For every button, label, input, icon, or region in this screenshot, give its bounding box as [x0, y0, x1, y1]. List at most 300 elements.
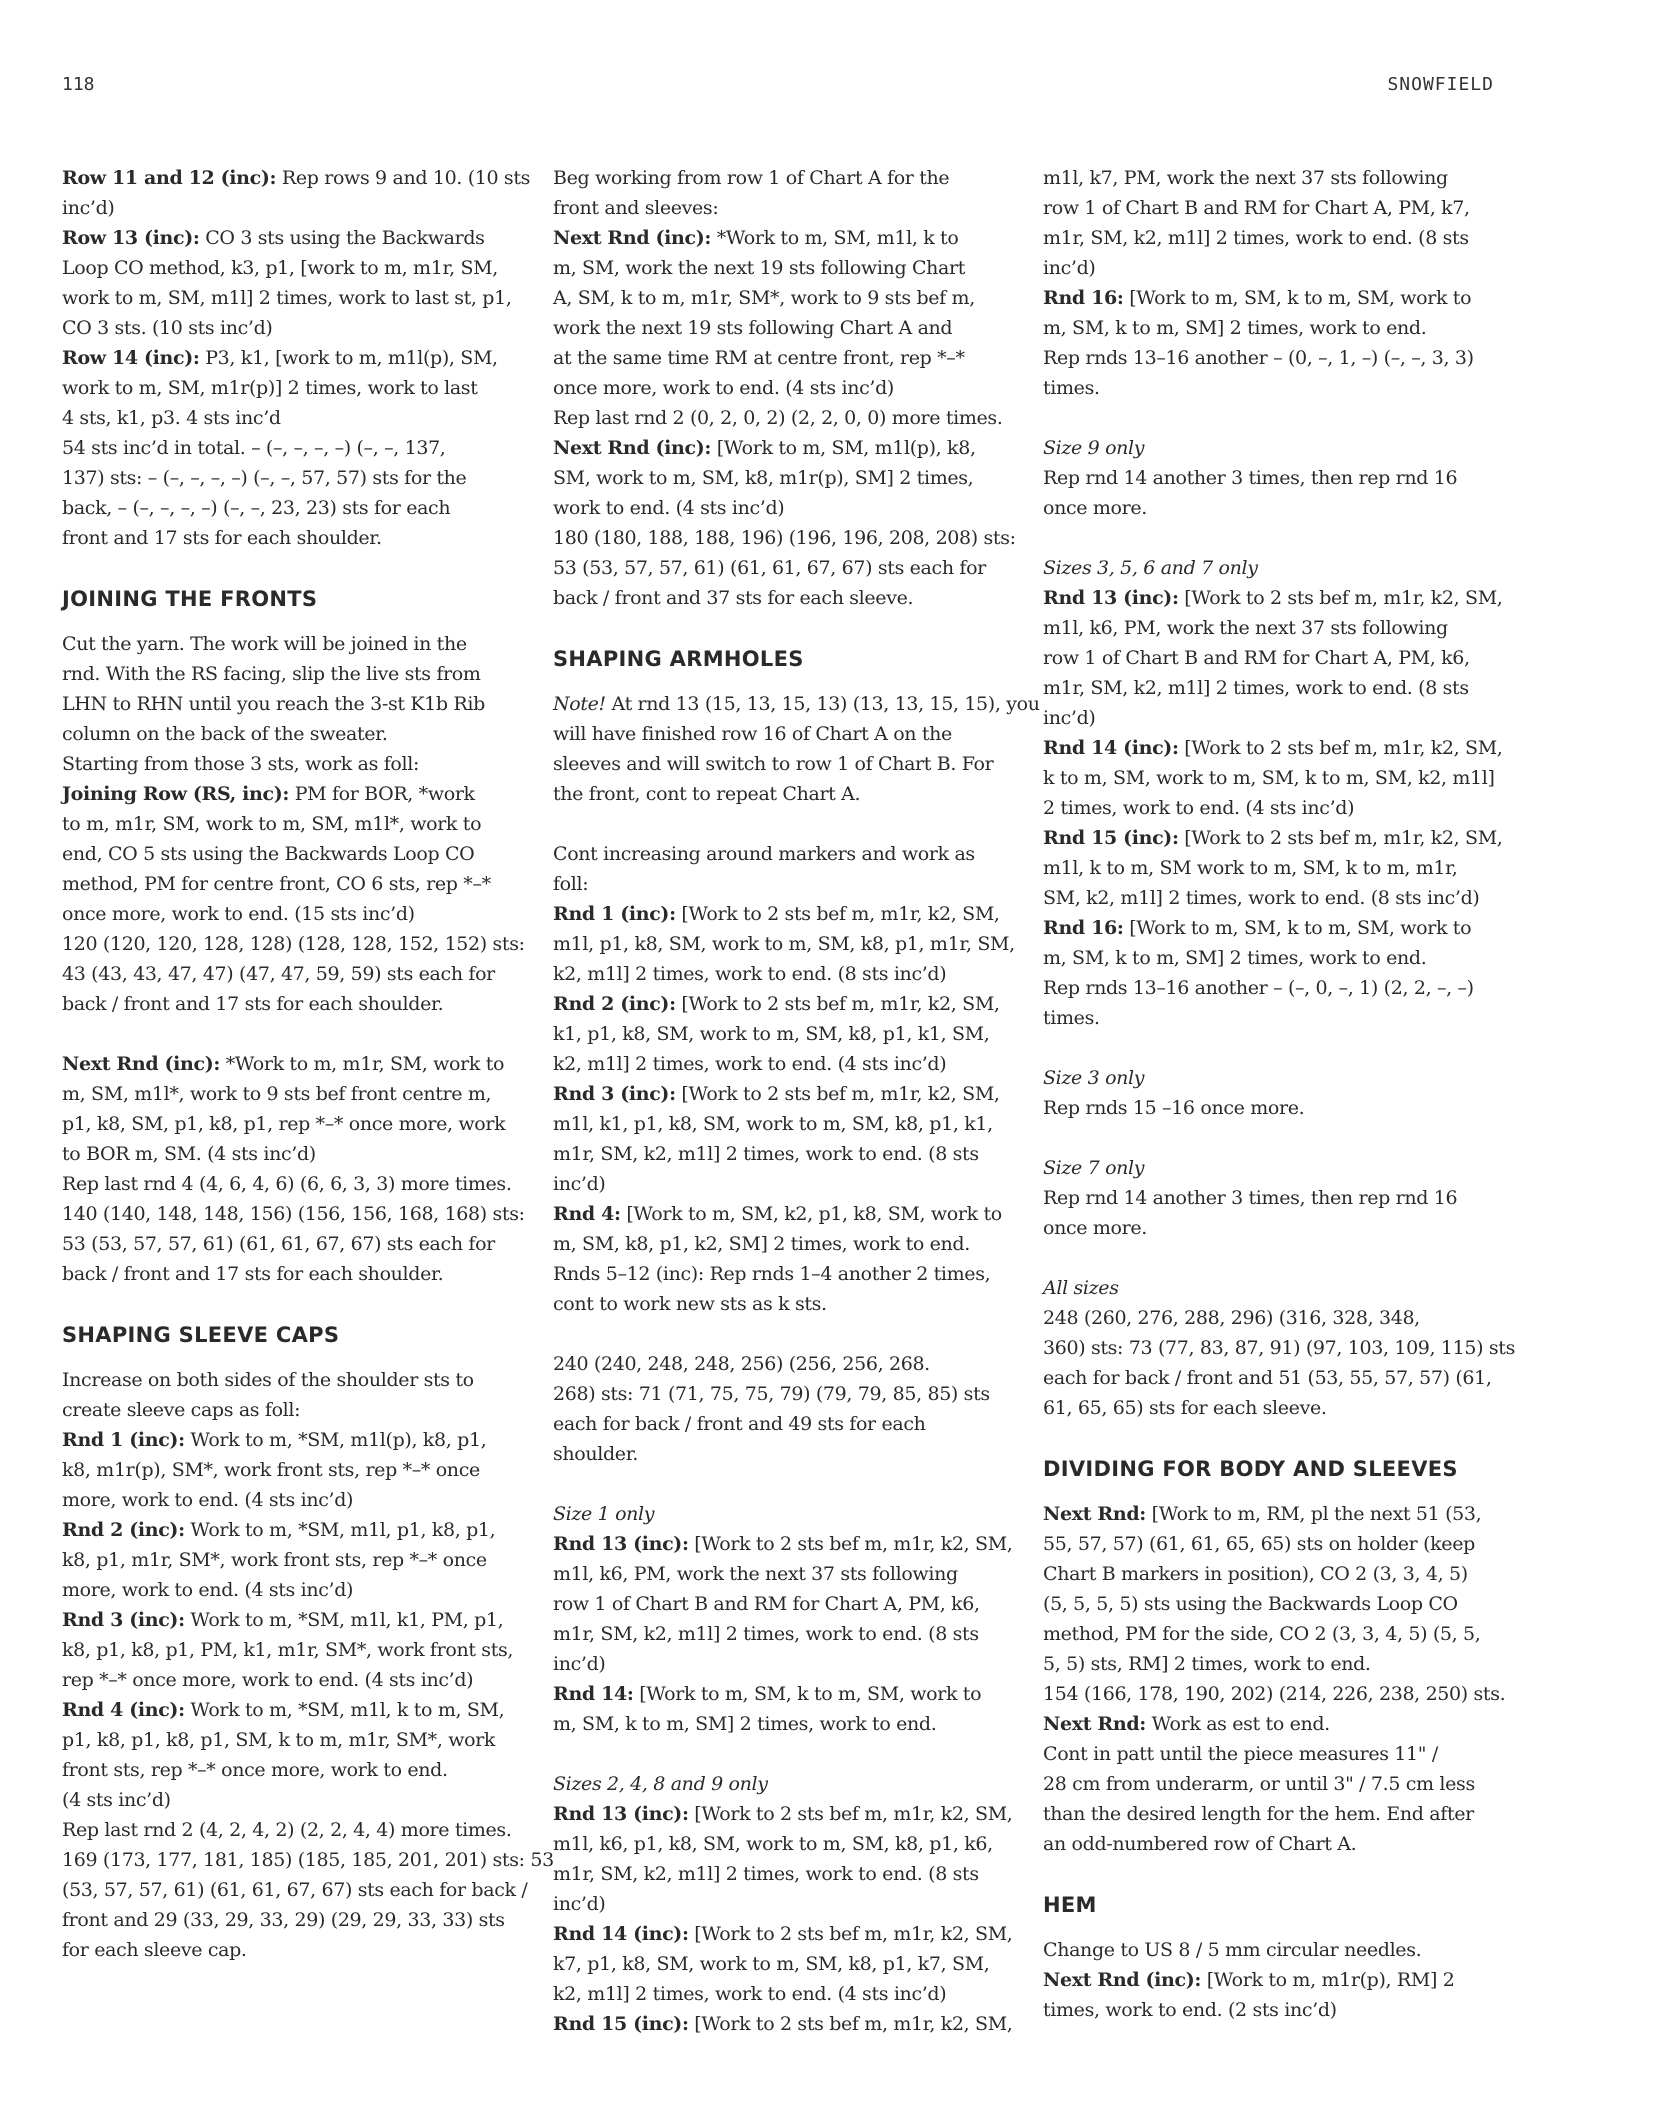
text-line: [1043, 943, 1495, 973]
text-run: (5, 5, 5, 5) sts using the Backwards Loop CO: [1043, 1593, 1458, 1615]
text-line: [1043, 913, 1495, 943]
text-run: m, SM, k to m, SM] 2 times, work to end.: [553, 1713, 937, 1735]
text-run: for each sleeve cap.: [62, 1939, 247, 1961]
text-line: [1043, 373, 1495, 403]
text-line: [553, 463, 1005, 493]
paragraph: [553, 1769, 1013, 2039]
instruction-label: Next Rnd (inc):: [1043, 1969, 1202, 1991]
text-run: Chart B markers in position), CO 2 (3, 3, 4, 5): [1043, 1563, 1468, 1585]
text-run: sleeves and will switch to row 1 of Chart B. For: [553, 753, 994, 775]
text-line: [62, 1079, 514, 1109]
instruction-label: Next Rnd (inc):: [553, 227, 712, 249]
text-run: inc’d): [62, 197, 115, 219]
instruction-label: Next Rnd (inc):: [62, 1053, 221, 1075]
text-line: [553, 689, 1040, 719]
text-line: [1043, 223, 1495, 253]
text-line: [62, 779, 514, 809]
text-run: *Work to m, m1r, SM, work to: [220, 1053, 505, 1075]
text-line: [553, 1109, 1005, 1139]
text-line: [62, 253, 514, 283]
text-run: p1, k8, SM, p1, k8, p1, rep *–* once more, work: [62, 1113, 506, 1135]
text-run: k8, p1, k8, p1, PM, k1, m1r, SM*, work front sts,: [62, 1639, 514, 1661]
text-run: 28 cm from underarm, or until 3" / 7.5 cm less: [1043, 1773, 1475, 1795]
instruction-label: Row 14 (inc):: [62, 347, 200, 369]
italic-note: Sizes 2, 4, 8 and 9 only: [553, 1773, 768, 1795]
text-line: [553, 583, 1005, 613]
text-line: [1043, 1559, 1495, 1589]
text-run: cont to work new sts as k sts.: [553, 1293, 827, 1315]
paragraph: [1043, 553, 1503, 1033]
text-run: than the desired length for the hem. End after: [1043, 1803, 1474, 1825]
text-run: Work to m, *SM, m1l, k1, PM, p1,: [184, 1609, 504, 1631]
text-run: Starting from those 3 sts, work as foll:: [62, 753, 419, 775]
text-run: [Work to m, SM, k to m, SM, work to: [1123, 287, 1472, 309]
text-line: [553, 1679, 1005, 1709]
text-run: foll:: [553, 873, 589, 895]
text-run: back / front and 37 sts for each sleeve.: [553, 587, 914, 609]
text-line: [553, 1229, 1005, 1259]
text-run: front sts, rep *–* once more, work to end.: [62, 1759, 448, 1781]
text-run: 55, 57, 57) (61, 61, 65, 65) sts on holder (keep: [1043, 1533, 1475, 1555]
text-line: [553, 1019, 1005, 1049]
text-line: [553, 2009, 1013, 2039]
text-run: 154 (166, 178, 190, 202) (214, 226, 238, 250) sts.: [1043, 1683, 1506, 1705]
text-run: k2, m1l] 2 times, work to end. (4 sts inc’d): [553, 1053, 947, 1075]
text-line: [1043, 1769, 1495, 1799]
italic-note: Size 7 only: [1043, 1157, 1145, 1179]
text-run: *Work to m, SM, m1l, k to: [711, 227, 959, 249]
text-line: [1043, 1093, 1495, 1123]
instruction-label: Joining Row (RS, inc):: [62, 783, 290, 805]
text-run: Cut the yarn. The work will be joined in the: [62, 633, 467, 655]
text-run: Beg working from row 1 of Chart A for the: [553, 167, 950, 189]
text-line: [62, 1545, 514, 1575]
paragraph: [553, 1499, 1013, 1739]
text-run: At rnd 13 (15, 13, 15, 13) (13, 13, 15, 15), you: [605, 693, 1040, 715]
text-line: [553, 1979, 1005, 2009]
text-line: [1043, 1213, 1495, 1243]
text-line: [1043, 1529, 1495, 1559]
text-line: [62, 1365, 514, 1395]
text-run: work the next 19 sts following Chart A and: [553, 317, 953, 339]
text-line: [62, 1455, 514, 1485]
text-line: [553, 1709, 1005, 1739]
text-run: at the same time RM at centre front, rep *–*: [553, 347, 965, 369]
paragraph: [553, 1349, 1005, 1469]
text-run: Rnds 5–12 (inc): Rep rnds 1–4 another 2 times,: [553, 1263, 991, 1285]
text-line: [553, 433, 1005, 463]
text-line: [553, 1499, 1005, 1529]
instruction-label: Rnd 16:: [1043, 917, 1124, 939]
text-run: [Work to 2 sts bef m, m1r, k2, SM,: [1178, 827, 1503, 849]
section-heading: DIVIDING FOR BODY AND SLEEVES: [1043, 1457, 1458, 1481]
text-line: [1043, 1063, 1495, 1093]
text-line: [553, 1139, 1005, 1169]
text-run: 2 times, work to end. (4 sts inc’d): [1043, 797, 1355, 819]
text-line: [553, 1859, 1005, 1889]
text-line: [1043, 1935, 1495, 1965]
text-run: inc’d): [553, 1653, 606, 1675]
text-run: 4 sts, k1, p3. 4 sts inc’d: [62, 407, 281, 429]
text-line: [62, 1785, 514, 1815]
text-line: [1043, 163, 1495, 193]
text-line: [1043, 1183, 1495, 1213]
paragraph-gap: [1043, 1123, 1495, 1153]
text-line: [1043, 1799, 1495, 1829]
text-run: Rep rnds 15 –16 once more.: [1043, 1097, 1305, 1119]
text-line: [553, 1949, 1005, 1979]
text-run: Work to m, *SM, m1l, p1, k8, p1,: [184, 1519, 496, 1541]
text-line: [62, 839, 514, 869]
text-run: m1l, k1, p1, k8, SM, work to m, SM, k8, p1, k1,: [553, 1113, 993, 1135]
text-line: [553, 779, 1005, 809]
text-line: [1043, 883, 1495, 913]
paragraph: [1043, 1935, 1495, 2025]
paragraph: [1043, 1499, 1506, 1859]
text-line: [1043, 703, 1495, 733]
running-head: SNOWFIELD: [1387, 74, 1494, 95]
text-line: [553, 313, 1005, 343]
paragraph-gap: [553, 1469, 1005, 1499]
text-column-1: [62, 163, 554, 1965]
text-line: [1043, 673, 1495, 703]
text-run: each for back / front and 49 sts for each: [553, 1413, 926, 1435]
text-run: [Work to 2 sts bef m, m1r, k2, SM,: [1178, 587, 1503, 609]
text-line: [553, 1169, 1005, 1199]
text-line: [553, 223, 1005, 253]
text-line: [553, 1379, 1005, 1409]
paragraph: [553, 839, 1015, 1319]
text-run: [Work to 2 sts bef m, m1r, k2, SM,: [1178, 737, 1503, 759]
text-run: k2, m1l] 2 times, work to end. (8 sts inc’d): [553, 963, 947, 985]
text-line: [62, 163, 531, 193]
text-run: front and 29 (33, 29, 33, 29) (29, 29, 33, 33) sts: [62, 1909, 505, 1931]
text-run: [Work to 2 sts bef m, m1r, k2, SM,: [675, 903, 1000, 925]
text-run: inc’d): [553, 1173, 606, 1195]
text-line: [1043, 313, 1495, 343]
text-run: m, SM, k to m, SM] 2 times, work to end.: [1043, 947, 1427, 969]
instruction-label: Rnd 13 (inc):: [553, 1803, 689, 1825]
text-run: Work to m, *SM, m1l, k to m, SM,: [184, 1699, 505, 1721]
instruction-label: Row 11 and 12 (inc):: [62, 167, 277, 189]
text-line: [1043, 1739, 1495, 1769]
instruction-label: Rnd 15 (inc):: [553, 2013, 689, 2035]
text-line: [62, 899, 514, 929]
instruction-label: Rnd 14:: [553, 1683, 634, 1705]
instruction-label: Rnd 13 (inc):: [553, 1533, 689, 1555]
text-run: more, work to end. (4 sts inc’d): [62, 1579, 354, 1601]
text-run: back / front and 17 sts for each shoulder.: [62, 993, 444, 1015]
text-run: (4 sts inc’d): [62, 1789, 171, 1811]
text-line: [1043, 493, 1495, 523]
text-run: row 1 of Chart B and RM for Chart A, PM, k7,: [1043, 197, 1470, 219]
paragraph: [553, 689, 1040, 809]
text-run: times, work to end. (2 sts inc’d): [1043, 1999, 1337, 2021]
instruction-label: Rnd 2 (inc):: [553, 993, 676, 1015]
text-line: [62, 1259, 514, 1289]
text-line: [553, 1079, 1005, 1109]
paragraph-gap: [1043, 1033, 1495, 1063]
text-line: [62, 1169, 514, 1199]
text-line: [553, 1409, 1005, 1439]
text-line: [1043, 1679, 1506, 1709]
text-line: [553, 403, 1005, 433]
text-line: [62, 1575, 514, 1605]
text-run: once more, work to end. (4 sts inc’d): [553, 377, 894, 399]
text-line: [1043, 733, 1503, 763]
text-run: p1, k8, p1, k8, p1, SM, k to m, m1r, SM*, work: [62, 1729, 496, 1751]
text-line: [553, 343, 1005, 373]
text-line: [553, 283, 1005, 313]
text-line: [553, 1619, 1005, 1649]
instruction-label: Rnd 13 (inc):: [1043, 587, 1179, 609]
text-line: [62, 1049, 514, 1079]
text-run: k2, m1l] 2 times, work to end. (4 sts inc’d): [553, 1983, 947, 2005]
paragraph: [553, 163, 1016, 613]
instruction-label: Rnd 16:: [1043, 287, 1124, 309]
text-run: SM, work to m, SM, k8, m1r(p), SM] 2 times,: [553, 467, 974, 489]
text-line: [553, 869, 1005, 899]
text-line: [1043, 1649, 1495, 1679]
text-run: [Work to m, SM, m1l(p), k8,: [711, 437, 976, 459]
text-run: m1r, SM, k2, m1l] 2 times, work to end. (8 sts: [553, 1143, 979, 1165]
paragraph-gap: [553, 1319, 1005, 1349]
text-run: 53 (53, 57, 57, 61) (61, 61, 67, 67) sts each for: [553, 557, 986, 579]
text-line: [62, 1845, 554, 1875]
text-run: to m, m1r, SM, work to m, SM, m1l*, work to: [62, 813, 482, 835]
instruction-label: Rnd 14 (inc):: [553, 1923, 689, 1945]
text-run: m1l, p1, k8, SM, work to m, SM, k8, p1, m1r, SM,: [553, 933, 1015, 955]
text-line: [1043, 583, 1503, 613]
paragraph: [62, 1365, 554, 1965]
text-line: [1043, 793, 1495, 823]
text-run: m1r, SM, k2, m1l] 2 times, work to end. (8 sts: [1043, 677, 1469, 699]
text-line: [62, 749, 514, 779]
text-run: k8, p1, m1r, SM*, work front sts, rep *–* once: [62, 1549, 487, 1571]
text-run: 169 (173, 177, 181, 185) (185, 185, 201, 201) sts: 53: [62, 1849, 554, 1871]
text-run: CO 3 sts using the Backwards: [199, 227, 485, 249]
text-line: [553, 1559, 1005, 1589]
text-line: [553, 989, 1005, 1019]
section-heading: SHAPING SLEEVE CAPS: [62, 1323, 340, 1347]
text-line: [62, 1425, 514, 1455]
text-run: PM for BOR, *work: [289, 783, 475, 805]
text-run: m1r, SM, k2, m1l] 2 times, work to end. (8 sts: [553, 1623, 979, 1645]
text-line: [62, 1199, 525, 1229]
text-line: [62, 373, 514, 403]
text-run: Rep rnds 13–16 another – (0, –, 1, –) (–, –, 3, 3): [1043, 347, 1474, 369]
text-run: [Work to m, SM, k2, p1, k8, SM, work to: [620, 1203, 1002, 1225]
text-line: [62, 989, 514, 1019]
text-run: [Work to m, SM, k to m, SM, work to: [633, 1683, 982, 1705]
text-line: [1043, 253, 1495, 283]
text-run: column on the back of the sweater.: [62, 723, 388, 745]
text-run: method, PM for the side, CO 2 (3, 3, 4, 5) (5, 5,: [1043, 1623, 1481, 1645]
paragraph: [1043, 1273, 1515, 1423]
paragraph: [1043, 1063, 1495, 1123]
text-run: k to m, SM, work to m, SM, k to m, SM, k2, m1l]: [1043, 767, 1495, 789]
text-run: Work to m, *SM, m1l(p), k8, p1,: [184, 1429, 487, 1451]
text-line: [553, 253, 1005, 283]
paragraph: [1043, 163, 1495, 403]
text-run: [Work to m, m1r(p), RM] 2: [1201, 1969, 1455, 1991]
text-run: [Work to 2 sts bef m, m1r, k2, SM,: [688, 1803, 1013, 1825]
text-line: [62, 1725, 514, 1755]
text-run: Loop CO method, k3, p1, [work to m, m1r, SM,: [62, 257, 498, 279]
text-line: [62, 223, 514, 253]
paragraph: [1043, 433, 1495, 523]
text-run: to BOR m, SM. (4 sts inc’d): [62, 1143, 316, 1165]
text-line: [553, 1649, 1005, 1679]
section-heading: SHAPING ARMHOLES: [553, 647, 804, 671]
text-run: k8, m1r(p), SM*, work front sts, rep *–* once: [62, 1459, 480, 1481]
text-column-2: [553, 163, 1040, 2039]
text-run: 137) sts: – (–, –, –, –) (–, –, 57, 57) sts for the: [62, 467, 467, 489]
text-run: 140 (140, 148, 148, 156) (156, 156, 168, 168) sts:: [62, 1203, 525, 1225]
text-line: [553, 839, 1005, 869]
text-line: [1043, 1619, 1495, 1649]
section-heading: HEM: [1043, 1893, 1097, 1917]
text-line: [62, 1665, 514, 1695]
paragraph: [62, 1049, 525, 1289]
instruction-label: Rnd 15 (inc):: [1043, 827, 1179, 849]
text-run: [Work to 2 sts bef m, m1r, k2, SM,: [675, 1083, 1000, 1105]
text-run: m1r, SM, k2, m1l] 2 times, work to end. (8 sts: [1043, 227, 1469, 249]
text-run: [Work to 2 sts bef m, m1r, k2, SM,: [688, 2013, 1013, 2035]
text-run: times.: [1043, 1007, 1100, 1029]
italic-note: Note!: [553, 693, 606, 715]
text-run: k7, p1, k8, SM, work to m, SM, k8, p1, k7, SM,: [553, 1953, 990, 1975]
text-line: [62, 959, 514, 989]
italic-note: Sizes 3, 5, 6 and 7 only: [1043, 557, 1258, 579]
text-run: m1l, k7, PM, work the next 37 sts following: [1043, 167, 1448, 189]
text-run: A, SM, k to m, m1r, SM*, work to 9 sts bef m,: [553, 287, 975, 309]
paragraph-gap: [1043, 523, 1495, 553]
text-line: [62, 1515, 514, 1545]
text-run: m1l, k6, PM, work the next 37 sts following: [553, 1563, 958, 1585]
text-run: [Work to 2 sts bef m, m1r, k2, SM,: [688, 1923, 1013, 1945]
page-number: 118: [62, 74, 95, 95]
text-column-3: [1043, 163, 1515, 2025]
text-line: [1043, 1363, 1495, 1393]
text-line: [1043, 1393, 1495, 1423]
text-line: [62, 809, 514, 839]
text-run: [Work to 2 sts bef m, m1r, k2, SM,: [688, 1533, 1013, 1555]
text-line: [62, 1815, 514, 1845]
paragraph: [62, 163, 531, 553]
text-run: [Work to m, RM, pl the next 51 (53,: [1145, 1503, 1482, 1525]
text-run: inc’d): [1043, 707, 1096, 729]
text-run: Rep last rnd 4 (4, 6, 4, 6) (6, 6, 3, 3) more times.: [62, 1173, 512, 1195]
text-line: [1043, 853, 1495, 883]
text-run: rep *–* once more, work to end. (4 sts inc’d): [62, 1669, 474, 1691]
text-run: inc’d): [553, 1893, 606, 1915]
text-line: [553, 1529, 1013, 1559]
text-line: [1043, 1709, 1495, 1739]
text-line: [553, 1889, 1005, 1919]
instruction-label: Next Rnd:: [1043, 1503, 1146, 1525]
text-run: m, SM, work the next 19 sts following Chart: [553, 257, 966, 279]
text-line: [62, 869, 514, 899]
text-run: method, PM for centre front, CO 6 sts, rep *–*: [62, 873, 491, 895]
instruction-label: Rnd 2 (inc):: [62, 1519, 185, 1541]
text-run: an odd-numbered row of Chart A.: [1043, 1833, 1357, 1855]
text-line: [62, 1875, 528, 1905]
text-run: Rep rows 9 and 10. (10 sts: [276, 167, 531, 189]
text-run: Change to US 8 / 5 mm circular needles.: [1043, 1939, 1422, 1961]
text-line: [553, 1349, 1005, 1379]
text-run: each for back / front and 51 (53, 55, 57, 57) (61,: [1043, 1367, 1492, 1389]
text-line: [1043, 823, 1503, 853]
text-run: times.: [1043, 377, 1100, 399]
text-run: Rep last rnd 2 (4, 2, 4, 2) (2, 2, 4, 4) more times.: [62, 1819, 512, 1841]
text-line: [62, 1109, 514, 1139]
text-run: once more, work to end. (15 sts inc’d): [62, 903, 415, 925]
text-run: Rep last rnd 2 (0, 2, 0, 2) (2, 2, 0, 0) more times.: [553, 407, 1003, 429]
instruction-label: Next Rnd (inc):: [553, 437, 712, 459]
text-run: [Work to 2 sts bef m, m1r, k2, SM,: [675, 993, 1000, 1015]
text-run: m, SM, m1l*, work to 9 sts bef front centre m,: [62, 1083, 492, 1105]
text-run: Rep rnd 14 another 3 times, then rep rnd 16: [1043, 1187, 1458, 1209]
text-line: [1043, 1333, 1515, 1363]
text-run: Work as est to end.: [1145, 1713, 1330, 1735]
section-heading: JOINING THE FRONTS: [62, 587, 318, 611]
text-run: back / front and 17 sts for each shoulder.: [62, 1263, 444, 1285]
text-run: m1l, k to m, SM work to m, SM, k to m, m1r,: [1043, 857, 1458, 879]
text-run: Rep rnd 14 another 3 times, then rep rnd 16: [1043, 467, 1458, 489]
text-run: work to m, SM, m1r(p)] 2 times, work to last: [62, 377, 478, 399]
text-line: [1043, 343, 1495, 373]
text-line: [553, 1049, 1005, 1079]
text-line: [553, 553, 1005, 583]
text-line: [1043, 1153, 1495, 1183]
text-line: [62, 1695, 514, 1725]
text-line: [62, 343, 514, 373]
text-line: [553, 1769, 1005, 1799]
text-run: once more.: [1043, 1217, 1147, 1239]
paragraph: [62, 629, 525, 1019]
text-run: row 1 of Chart B and RM for Chart A, PM, k6,: [1043, 647, 1470, 669]
text-run: shoulder.: [553, 1443, 639, 1465]
instruction-label: Rnd 3 (inc):: [62, 1609, 185, 1631]
text-run: create sleeve caps as foll:: [62, 1399, 301, 1421]
text-run: 43 (43, 43, 47, 47) (47, 47, 59, 59) sts each for: [62, 963, 495, 985]
text-line: [553, 899, 1005, 929]
text-line: [62, 1229, 514, 1259]
text-run: (53, 57, 57, 61) (61, 61, 67, 67) sts each for back /: [62, 1879, 528, 1901]
text-run: [Work to m, SM, k to m, SM, work to: [1123, 917, 1472, 939]
text-line: [553, 1799, 1013, 1829]
paragraph-gap: [553, 1739, 1005, 1769]
text-run: work to end. (4 sts inc’d): [553, 497, 785, 519]
text-run: 5, 5) sts, RM] 2 times, work to end.: [1043, 1653, 1371, 1675]
text-line: [553, 1439, 1005, 1469]
paragraph-gap: [553, 809, 1005, 839]
text-run: m1l, k6, PM, work the next 37 sts following: [1043, 617, 1448, 639]
paragraph: [1043, 1153, 1495, 1243]
text-line: [1043, 763, 1495, 793]
text-line: [62, 283, 514, 313]
text-run: Increase on both sides of the shoulder sts to: [62, 1369, 474, 1391]
text-line: [553, 1589, 1005, 1619]
text-run: rnd. With the RS facing, slip the live sts from: [62, 663, 481, 685]
text-run: LHN to RHN until you reach the 3-st K1b Rib: [62, 693, 485, 715]
text-run: inc’d): [1043, 257, 1096, 279]
text-line: [1043, 1965, 1495, 1995]
text-run: will have finished row 16 of Chart A on the: [553, 723, 952, 745]
text-line: [1043, 1273, 1495, 1303]
text-line: [1043, 283, 1495, 313]
